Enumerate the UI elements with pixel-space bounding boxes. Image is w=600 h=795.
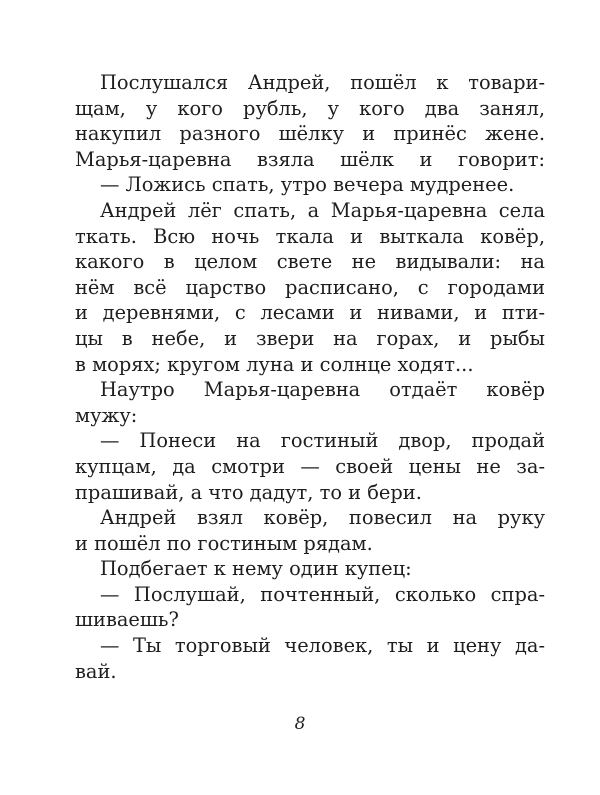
text-line: Марья-царевна взяла шёлк и говорит: [75,147,545,171]
text-line: — Ты торговый человек, ты и цену да- [100,634,545,658]
text-line: — Послушай, почтенный, сколько спра- [100,582,545,606]
text-line: Подбегает к нему один купец: [100,557,412,581]
text-line: нём всё царство расписано, с городами [75,275,545,299]
text-line: цы в небе, и звери на горах, и рыбы [75,326,545,350]
text-line: и деревнями, с лесами и нивами, и пти- [75,301,545,325]
text-line: накупил разного шёлку и принёс жене. [75,122,545,146]
text-line: — Понеси на гостиный двор, продай [100,429,545,453]
text-line: Послушался Андрей, пошёл к товари- [100,71,545,94]
text-line: Наутро Марья-царевна отдаёт ковёр [100,378,545,402]
text-line: Андрей взял ковёр, повесил на руку [100,506,545,530]
text-line: шиваешь? [75,608,179,632]
text-line: купцам, да смотри — своей цены не за- [75,454,545,478]
text-line: и пошёл по гостиным рядам. [75,531,373,555]
text-line: Андрей лёг спать, а Марья-царевна села [100,198,545,222]
text-line: вай. [75,659,117,683]
text-line: прашивай, а что дадут, то и бери. [75,480,422,504]
text-line: какого в целом свете не видывали: на [75,250,545,274]
page-number: 8 [294,714,306,734]
text-line: — Ложись спать, утро вечера мудренее. [100,173,515,197]
text-line: ткать. Всю ночь ткала и выткала ковёр, [75,224,545,248]
text-line: в морях; кругом луна и солнце ходят... [75,352,474,376]
text-line: щам, у кого рубль, у кого два занял, [75,96,545,120]
body-text [75,70,545,684]
text-line: мужу: [75,403,138,427]
